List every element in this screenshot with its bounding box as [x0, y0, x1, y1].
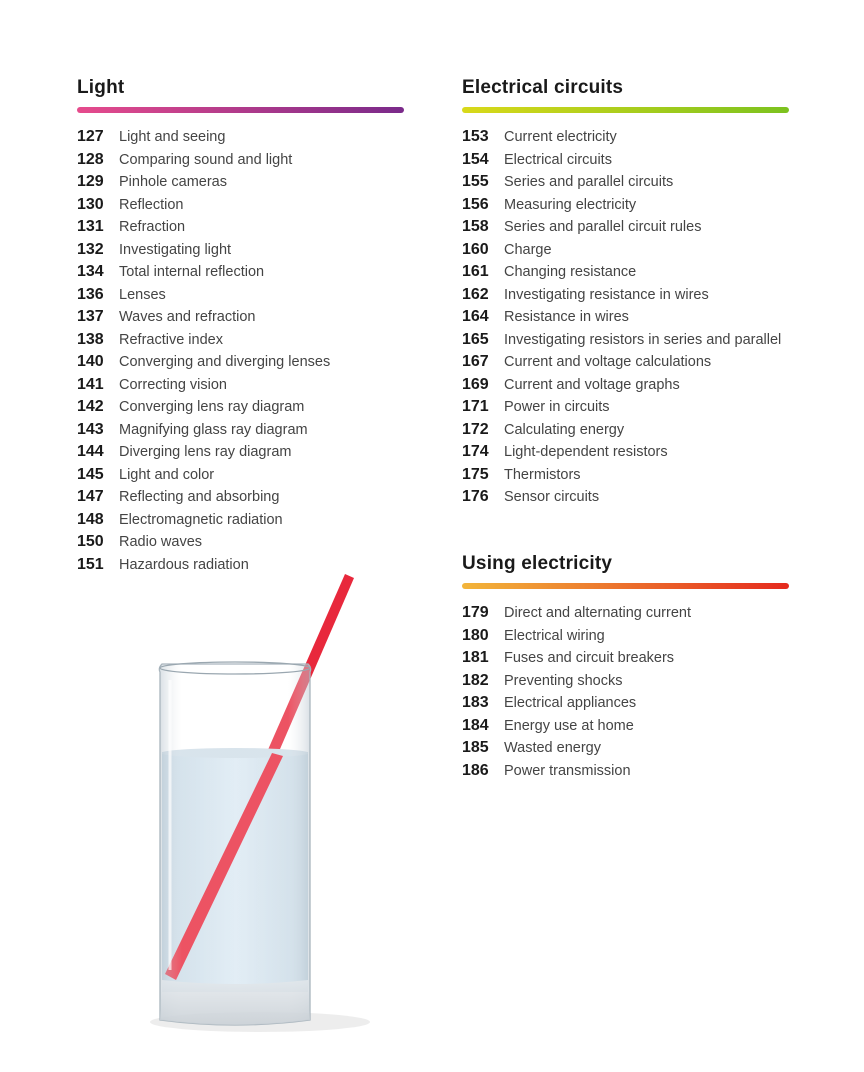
- toc-entry: [462, 171, 792, 194]
- topic-title: Thermistors: [504, 466, 581, 483]
- page-number: 136: [77, 285, 104, 303]
- toc-entry: [77, 149, 407, 172]
- toc-entry: [462, 692, 792, 715]
- page-number: 140: [77, 353, 104, 371]
- page-number: 165: [462, 330, 489, 348]
- topic-title: Magnifying glass ray diagram: [119, 421, 308, 438]
- toc-entry: [462, 715, 792, 738]
- toc-entry: [77, 374, 407, 397]
- page-number: 154: [462, 150, 489, 168]
- topic-title: Calculating energy: [504, 421, 625, 438]
- page-number: 142: [77, 398, 104, 416]
- toc-entry: [462, 670, 792, 693]
- page-number: 172: [462, 420, 489, 438]
- topic-title: Pinhole cameras: [119, 174, 227, 191]
- page-number: 147: [77, 488, 104, 506]
- glass-base: [160, 980, 310, 1025]
- page-number: 185: [462, 739, 489, 757]
- toc-entry: [462, 602, 792, 625]
- page-number: 145: [77, 465, 104, 483]
- topic-title: Current and voltage calculations: [504, 354, 712, 371]
- page-number: 129: [77, 173, 104, 191]
- topic-title: Measuring electricity: [504, 196, 637, 213]
- topic-title: Electrical circuits: [504, 151, 612, 168]
- toc-entry: [462, 737, 792, 760]
- page-number: 174: [462, 443, 489, 461]
- page-number: 155: [462, 173, 489, 191]
- page-number: 130: [77, 195, 104, 213]
- page-number: 160: [462, 240, 489, 258]
- page-number: 161: [462, 263, 489, 281]
- toc-entry: [77, 419, 407, 442]
- glass-body: [159, 664, 310, 1025]
- toc-entry: [77, 396, 407, 419]
- toc-entry: [462, 329, 792, 352]
- toc-entry: [462, 126, 792, 149]
- topic-title: Investigating resistors in series and parallel: [504, 331, 782, 348]
- page-number: 148: [77, 510, 104, 528]
- section-color-bar: [77, 107, 404, 113]
- toc-entry: [77, 261, 407, 284]
- topic-title: Hazardous radiation: [119, 556, 249, 573]
- toc-entry: [77, 239, 407, 262]
- topic-title: Energy use at home: [504, 717, 634, 734]
- section-title: Light: [77, 77, 125, 98]
- section-title: Using electricity: [462, 553, 613, 574]
- toc-entry: [462, 306, 792, 329]
- page-number: 128: [77, 150, 104, 168]
- page-number: 150: [77, 533, 104, 551]
- page-number: 144: [77, 443, 104, 461]
- toc-list: [77, 126, 407, 576]
- topic-title: Refractive index: [119, 331, 223, 348]
- page-number: 171: [462, 398, 489, 416]
- topic-title: Investigating light: [119, 241, 232, 258]
- topic-title: Radio waves: [119, 534, 203, 551]
- page-number: 132: [77, 240, 104, 258]
- toc-entry: [77, 126, 407, 149]
- toc-entry: [462, 760, 792, 783]
- section-color-bar: [462, 583, 789, 589]
- topic-title: Power in circuits: [504, 399, 610, 416]
- topic-title: Diverging lens ray diagram: [119, 444, 292, 461]
- toc-entry: [462, 239, 792, 262]
- toc-list: [462, 602, 792, 782]
- toc-entry: [462, 149, 792, 172]
- page-number: 179: [462, 604, 489, 622]
- toc-entry: [462, 351, 792, 374]
- topic-title: Refraction: [119, 219, 186, 236]
- page-number: 138: [77, 330, 104, 348]
- toc-entry: [77, 194, 407, 217]
- topic-title: Total internal reflection: [119, 264, 265, 281]
- topic-title: Converging lens ray diagram: [119, 399, 305, 416]
- topic-title: Power transmission: [504, 762, 631, 779]
- page-number: 137: [77, 308, 104, 326]
- topic-title: Preventing shocks: [504, 672, 623, 689]
- toc-entry: [462, 625, 792, 648]
- toc-entry: [77, 351, 407, 374]
- toc-entry: [462, 647, 792, 670]
- topic-title: Current and voltage graphs: [504, 376, 680, 393]
- topic-title: Electrical appliances: [504, 695, 637, 712]
- page-number: 131: [77, 218, 104, 236]
- toc-entry: [77, 171, 407, 194]
- section-light: [77, 76, 407, 576]
- topic-title: Reflection: [119, 196, 184, 213]
- topic-title: Changing resistance: [504, 264, 637, 281]
- topic-title: Investigating resistance in wires: [504, 286, 709, 303]
- toc-entry: [77, 531, 407, 554]
- toc-entry: [77, 216, 407, 239]
- page-number: 175: [462, 465, 489, 483]
- topic-title: Series and parallel circuit rules: [504, 219, 702, 236]
- toc-entry: [77, 306, 407, 329]
- toc-entry: [462, 486, 792, 509]
- section-electrical-circuits: [462, 76, 792, 509]
- toc-entry: [462, 284, 792, 307]
- section-color-bar: [462, 107, 789, 113]
- page-number: 176: [462, 488, 489, 506]
- page-number: 167: [462, 353, 489, 371]
- topic-title: Waves and refraction: [119, 309, 256, 326]
- page-number: 134: [77, 263, 104, 281]
- toc-entry: [77, 441, 407, 464]
- page-number: 141: [77, 375, 104, 393]
- page-number: 143: [77, 420, 104, 438]
- topic-title: Current electricity: [504, 129, 617, 146]
- topic-title: Lenses: [119, 286, 166, 303]
- page-number: 182: [462, 671, 489, 689]
- topic-title: Converging and diverging lenses: [119, 354, 331, 371]
- page-number: 181: [462, 649, 489, 667]
- topic-title: Wasted energy: [504, 740, 601, 757]
- topic-title: Electrical wiring: [504, 627, 605, 644]
- toc-list: [462, 126, 792, 509]
- topic-title: Charge: [504, 241, 552, 258]
- page-number: 156: [462, 195, 489, 213]
- topic-title: Sensor circuits: [504, 489, 600, 506]
- toc-entry: [77, 329, 407, 352]
- toc-entry: [462, 194, 792, 217]
- page-number: 151: [77, 555, 104, 573]
- page-number: 180: [462, 626, 489, 644]
- toc-entry: [77, 509, 407, 532]
- topic-title: Light and color: [119, 466, 215, 483]
- page-number: 169: [462, 375, 489, 393]
- page-number: 153: [462, 128, 489, 146]
- toc-entry: [462, 419, 792, 442]
- toc-entry: [462, 216, 792, 239]
- page-number: 186: [462, 761, 489, 779]
- page-number: 183: [462, 694, 489, 712]
- toc-entry: [462, 374, 792, 397]
- topic-title: Comparing sound and light: [119, 151, 293, 168]
- topic-title: Resistance in wires: [504, 309, 629, 326]
- toc-entry: [77, 486, 407, 509]
- page-number: 162: [462, 285, 489, 303]
- section-title: Electrical circuits: [462, 77, 624, 98]
- topic-title: Fuses and circuit breakers: [504, 650, 675, 667]
- toc-entry: [462, 441, 792, 464]
- topic-title: Reflecting and absorbing: [119, 489, 280, 506]
- page-number: 127: [77, 128, 104, 146]
- page-number: 184: [462, 716, 489, 734]
- toc-entry: [462, 396, 792, 419]
- topic-title: Light-dependent resistors: [504, 444, 668, 461]
- topic-title: Electromagnetic radiation: [119, 511, 283, 528]
- toc-entry: [462, 261, 792, 284]
- topic-title: Light and seeing: [119, 129, 226, 146]
- page-number: 158: [462, 218, 489, 236]
- topic-title: Direct and alternating current: [504, 605, 691, 622]
- section-using-electricity: [462, 552, 792, 782]
- topic-title: Series and parallel circuits: [504, 174, 674, 191]
- toc-entry: [77, 284, 407, 307]
- toc-entry: [77, 464, 407, 487]
- page-number: 164: [462, 308, 489, 326]
- topic-title: Correcting vision: [119, 376, 227, 393]
- toc-entry: [462, 464, 792, 487]
- glass-of-water-illustration: [140, 560, 380, 1040]
